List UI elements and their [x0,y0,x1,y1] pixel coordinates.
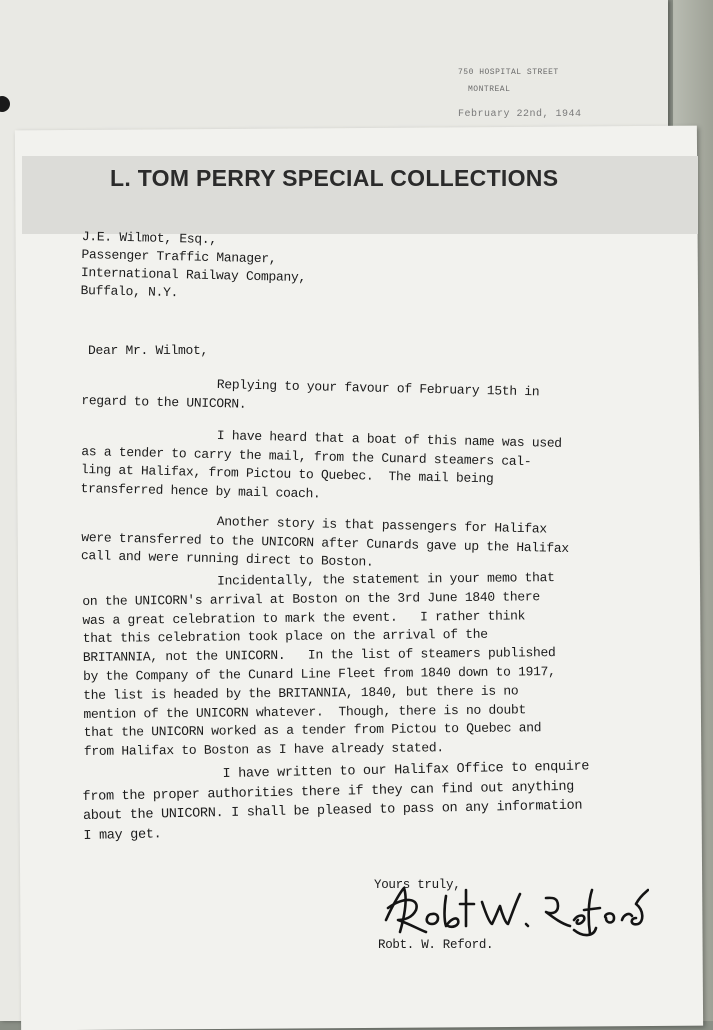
letterhead-address-line2: MONTREAL [468,85,511,94]
addressee-line: Passenger Traffic Manager, [81,246,277,267]
addressee-line: Buffalo, N.Y. [80,282,179,301]
closing: Yours truly, [374,878,461,892]
body-paragraph: Replying to your favour of February 15th in regard to the UNICORN. [81,373,540,412]
signature-drawing [374,880,649,940]
body-paragraph: Another story is that passengers for Halifax were transferred to the UNICORN after Cunards gave up the Halifax call and were running direct to Boston. [80,510,570,570]
letterhead-address-line1: 750 HOSPITAL STREET [458,68,559,77]
addressee-line: J.E. Wilmot, Esq., [81,228,217,248]
salutation: Dear Mr. Wilmot, [88,343,209,358]
addressee-line: International Railway Company, [80,264,307,286]
body-paragraph: Incidentally, the statement in your memo that on the UNICORN's arrival at Boston on the 3rd June 1840 there was a great celebration to mark the event. I rather think that this celebration took place on the arrival of the BRITANNIA, not the UNICORN. In the list of steamers published by the Company of the Cunard Line Fleet from 1840 down to 1917, the list is headed by the BRITANNIA, 1840, but there is no mention of the UNICORN whatever. Though, there is no doubt that the UNICORN worked as a tender from Pictou to Quebec and from Halifax to Boston as I have already stated. [82,570,556,760]
signer-typed-name: Robt. W. Reford. [378,938,494,952]
body-paragraph: I have heard that a boat of this name was used as a tender to carry the mail, from the Cunard steamers cal- ling at Halifax, from Pictou to Quebec. The mail being transferred hence by mail coach. [80,424,562,501]
collection-banner-text: L. TOM PERRY SPECIAL COLLECTIONS [110,165,559,191]
addressee-block [80,228,307,305]
letter-date: February 22nd, 1944 [458,109,582,120]
letterhead [458,64,608,123]
body-paragraph: I have written to our Halifax Office to enquire from the proper authorities there if they can find out anything about the UNICORN. I shall be pleased to pass on any information I may get. [82,759,590,844]
handwritten-signature [374,880,649,940]
